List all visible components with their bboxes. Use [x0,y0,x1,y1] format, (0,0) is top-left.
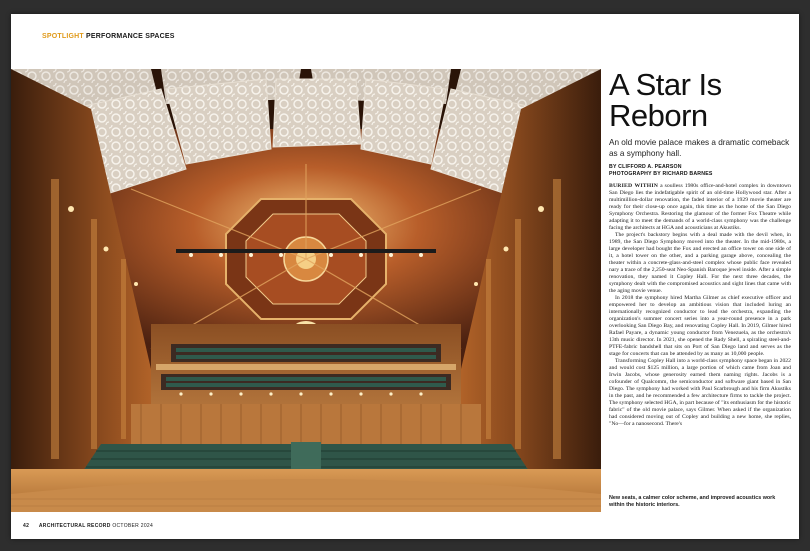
kicker-topic: PERFORMANCE SPACES [86,33,175,40]
body-paragraph [609,183,791,232]
page-number: 42 [23,523,30,529]
kicker-section: SPOTLIGHT [42,33,84,40]
byline-author: BY CLIFFORD A. PEARSON [609,164,682,170]
concert-hall-photo [11,69,601,512]
article-body [609,183,791,428]
body-paragraph-3: In 2018 the symphony hired Martha Gilmer as chief executive officer and empowered her to develop an ambitious vision that included luring an internationally recognized conductor to lead the orchestra, expanding the organization's summer concert series into a year-round presence in a park overlooking San Diego Bay, and renovating Copley Hall. In 2019, Gilmer hired Rafael Payare, a dynamic young conductor from Venezuela, as the orchestra's 13th music director. In 2021, she opened the Rady Shell, a spiraling steel-and-PTFE-fabric bandshell that sits on Port of San Diego land and serves as the stage for concerts that can be attended by as many as 10,000 people. [609,295,791,357]
body-paragraph-1-text: a soulless 1980s office-and-hotel complex in downtown San Diego lies the indefatigable spirit of an old-time Hollywood star. After a multimillion-dollar renovation, the faded interior of a 1929 movie theater are ready for their close-up once again, this time as the home of the San Diego Symphony Orchestra. Restoring the glamour of the former Fox Theatre while adapting it to meet the demands of a world-class symphony was the challenge facing the architects at HGA and acousticians at Akustiks. [609,183,791,231]
page-folio [23,523,153,529]
body-paragraph-2: The project's backstory begins with a deal made with the devil when, in 1989, the San Diego Symphony moved into the theater. In the mid-1980s, a large developer had bought the Fox and erected an office tower on one side of it, a hotel tower on the other, and a parking garage above, concealing the theater within a concrete-glass-and-steel complex whose public face revealed nary a trace of the 2,250-seat Neo-Spanish Baroque jewel inside. After a simple renovation, they named it Copley Hall. For the next three decades, the symphony dealt with the compromised acoustics and sight lines that came with the aging movie venue. [609,232,791,294]
magazine-spread [11,14,799,539]
concert-hall-illustration [11,69,601,512]
article-byline [609,164,791,178]
section-kicker [42,33,175,40]
photo-caption: New seats, a calmer color scheme, and improved acoustics work within the historic interiors. [609,495,776,508]
body-paragraph-4: Transforming Copley Hall into a world-class symphony space began in 2022 and would cost $125 million, a large portion of which came from Joan and Irwin Jacobs, whose generosity earned them naming rights. Jacobs is a cofounder of Qualcomm, the semiconductor and software giant based in San Diego. The symphony had worked with Paul Scarbrough and his firm Akustiks in the past, and he recommended a few architecture firms to tackle the project. The symphony selected HGA, in part because of "its enthusiasm for the historic fabric" of the old movie palace, says Gilmer. When asked if the organization had considered moving out of Copley and building a new home, she replies, "No—for a nanosecond. There's [609,358,791,427]
byline-photographer: PHOTOGRAPHY BY RICHARD BARNES [609,171,713,177]
article-deck: An old movie palace makes a dramatic comeback as a symphony hall. [609,138,790,158]
publication-name: ARCHITECTURAL RECORD [38,523,111,529]
issue-date: OCTOBER 2024 [112,523,154,529]
body-lead-in: BURIED WITHIN [609,183,659,189]
article-headline: A Star Is Reborn [609,67,722,133]
